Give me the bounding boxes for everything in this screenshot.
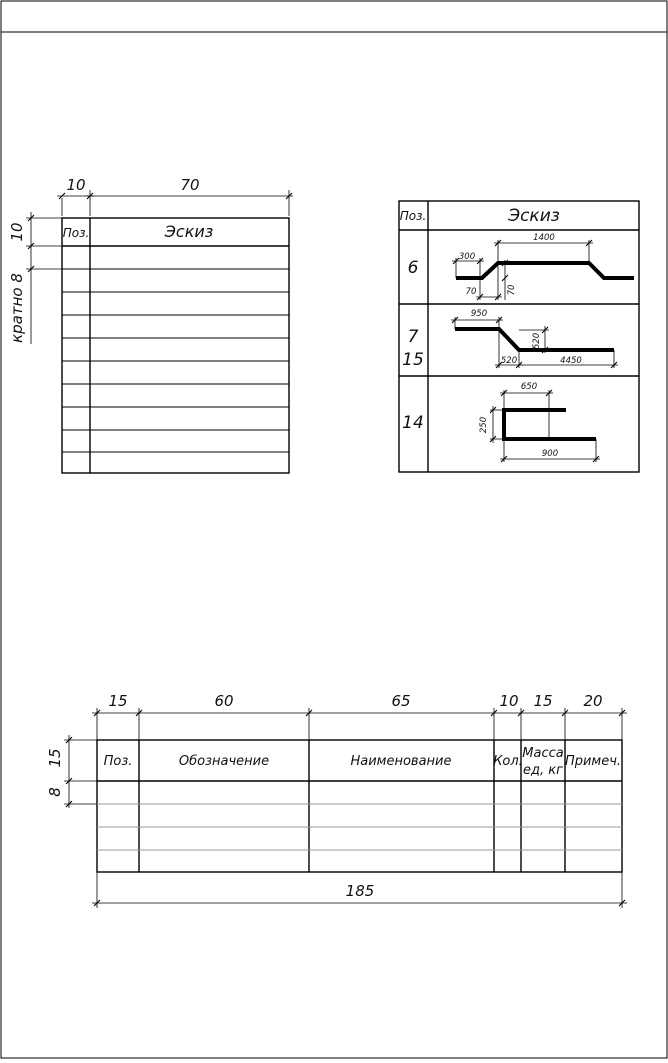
example-row-14 (402, 382, 600, 462)
blank-col-sketch: Эскиз (164, 222, 214, 241)
spec-col-qty: Кол. (493, 754, 523, 769)
dim-row-height: кратно 8 (8, 273, 26, 343)
dim-70-vertical: 70 (507, 284, 517, 296)
example-row-pos: 15 (402, 350, 424, 370)
dim-4450: 4450 (560, 356, 582, 366)
dim-250: 250 (479, 416, 489, 434)
dim-col-pos: 15 (108, 692, 128, 710)
profile-bar-14 (504, 410, 596, 439)
dim-header-height: 10 (8, 222, 26, 242)
dim-row-8: 8 (46, 787, 64, 797)
sketch-example-table (399, 201, 639, 472)
example-row-6 (408, 233, 634, 300)
dim-col-note: 20 (583, 692, 603, 710)
dim-900: 900 (541, 449, 559, 459)
spec-col-pos: Поз. (103, 754, 133, 769)
dim-300: 300 (458, 252, 476, 262)
example-col-pos: Поз. (399, 209, 427, 223)
sketch-blank-table (8, 176, 293, 473)
dim-pos-width: 10 (66, 176, 86, 194)
dim-950: 950 (470, 309, 488, 319)
specification-table (46, 692, 627, 908)
spec-col-mass-line1: Масса (522, 746, 564, 761)
spec-col-note: Примеч. (564, 754, 622, 769)
profile-bar-6 (456, 263, 634, 278)
example-row-pos: 6 (407, 258, 419, 278)
example-row-pos: 14 (402, 413, 424, 433)
sheet-frame (1, 1, 667, 1058)
dim-520-vertical: 520 (532, 332, 542, 350)
dim-col-qty: 10 (499, 692, 519, 710)
dim-col-mass: 15 (533, 692, 553, 710)
dim-total-185: 185 (345, 882, 375, 900)
blank-col-pos: Поз. (62, 226, 90, 240)
dim-520-horizontal: 520 (500, 356, 518, 366)
dim-col-designation: 60 (214, 692, 234, 710)
dim-col-name: 65 (391, 692, 411, 710)
spec-col-name: Наименование (350, 754, 452, 769)
dim-650: 650 (520, 382, 538, 392)
example-col-sketch: Эскиз (508, 206, 560, 226)
spec-col-mass-line2: ед, кг (523, 763, 563, 778)
dim-header-15: 15 (46, 748, 64, 768)
dim-1400: 1400 (533, 233, 555, 243)
example-row-pos: 7 (407, 327, 419, 347)
spec-col-designation: Обозначение (178, 754, 270, 769)
example-row-7-15 (402, 309, 618, 370)
dim-sketch-width: 70 (180, 176, 200, 194)
dim-70-horizontal: 70 (465, 287, 477, 297)
